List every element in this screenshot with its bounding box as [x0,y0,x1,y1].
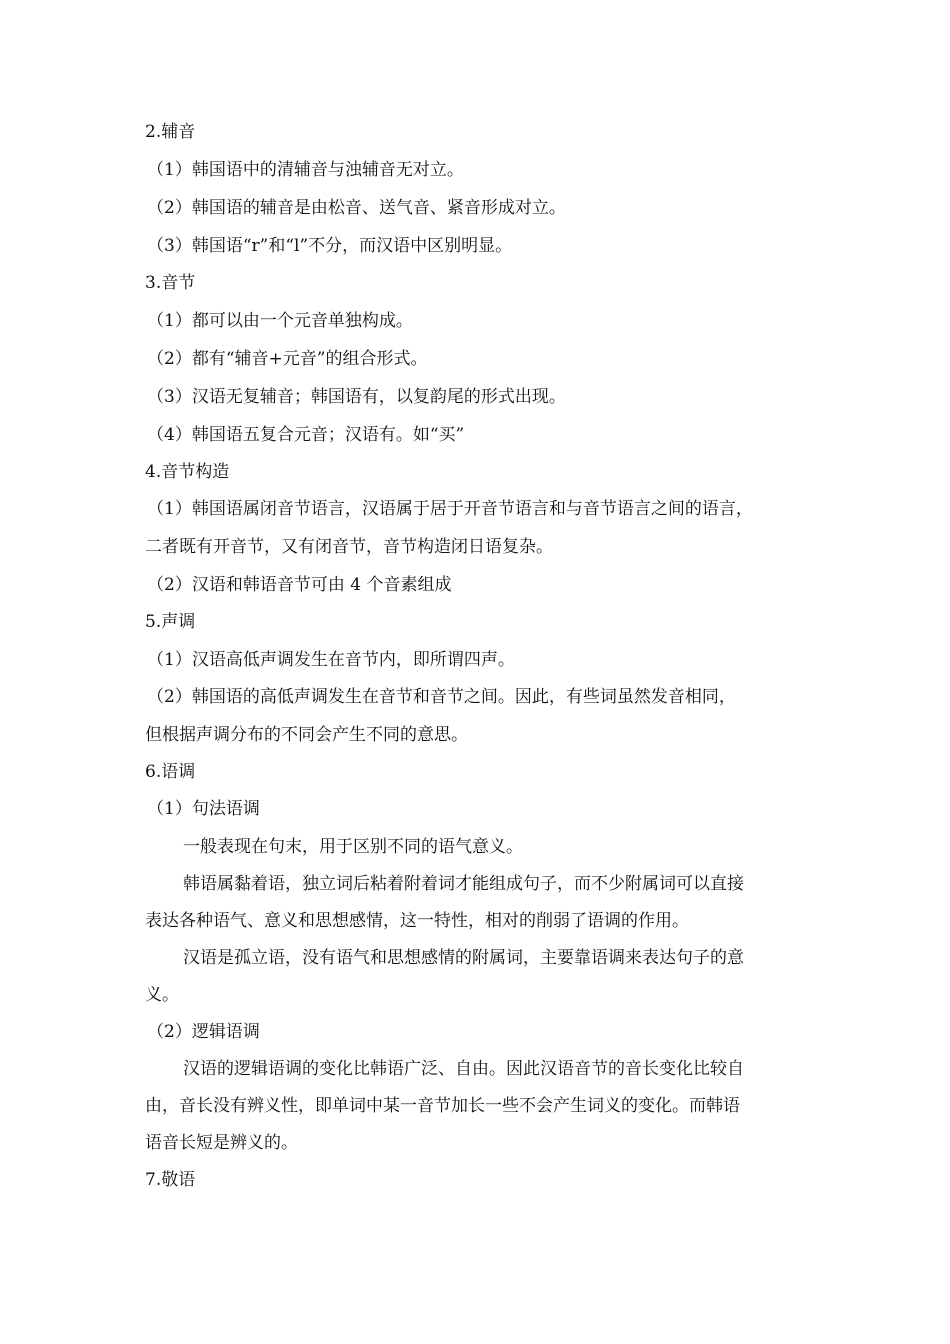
paragraph-continuation: 表达各种语气、意义和思想感情，这一特性，相对的削弱了语调的作用。 [145,911,689,931]
list-item: （4）韩国语五复合元音；汉语有。如“买” [147,425,465,445]
section-heading-syllable-structure: 4.音节构造 [145,462,230,482]
paragraph: 汉语的逻辑语调的变化比韩语广泛、自由。因此汉语音节的音长变化比较自 [183,1059,744,1079]
list-item: （1）汉语高低声调发生在音节内，即所谓四声。 [147,650,515,670]
section-heading-honorifics: 7.敬语 [145,1170,196,1190]
list-item-continuation: 但根据声调分布的不同会产生不同的意思。 [145,725,468,745]
paragraph: 汉语是孤立语，没有语气和思想感情的附属词，主要靠语调来表达句子的意 [183,948,744,968]
paragraph: 一般表现在句末，用于区别不同的语气意义。 [183,837,523,857]
paragraph-continuation: 由，音长没有辨义性，即单词中某一音节加长一些不会产生词义的变化。而韩语 [145,1096,740,1116]
section-heading-tone: 5.声调 [145,612,196,632]
list-item: （1）都可以由一个元音单独构成。 [147,311,413,331]
paragraph-continuation: 语音长短是辨义的。 [145,1133,298,1153]
list-item: （1）韩国语中的清辅音与浊辅音无对立。 [147,160,464,180]
list-item: （1）句法语调 [147,799,260,819]
list-item: （2）韩国语的高低声调发生在音节和音节之间。因此，有些词虽然发音相同， [147,687,736,707]
section-heading-intonation: 6.语调 [145,762,196,782]
list-item: （2）都有“辅音+元音”的组合形式。 [147,349,428,369]
paragraph-continuation: 义。 [145,985,179,1005]
list-item: （2）汉语和韩语音节可由 4 个音素组成 [147,575,452,595]
list-item-continuation: 二者既有开音节，又有闭音节，音节构造闭日语复杂。 [145,537,553,557]
paragraph: 韩语属黏着语，独立词后粘着附着词才能组成句子，而不少附属词可以直接 [183,874,744,894]
list-item: （2）韩国语的辅音是由松音、送气音、紧音形成对立。 [147,198,566,218]
list-item: （1）韩国语属闭音节语言，汉语属于居于开音节语言和与音节语言之间的语言， [147,499,753,519]
list-item: （3）韩国语“r”和“l”不分，而汉语中区别明显。 [147,236,513,256]
list-item: （2）逻辑语调 [147,1022,260,1042]
section-heading-syllable: 3.音节 [145,273,196,293]
list-item: （3）汉语无复辅音；韩国语有，以复韵尾的形式出现。 [147,387,566,407]
section-heading-consonants: 2.辅音 [145,122,196,142]
